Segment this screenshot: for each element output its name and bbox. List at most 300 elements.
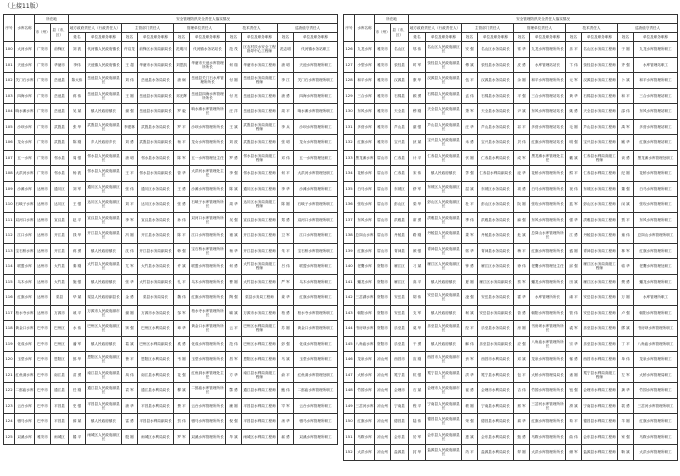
table-row [344, 212, 678, 228]
table-row [4, 135, 338, 151]
cell-mgmt-person: 危 斌 [514, 228, 530, 244]
cell-dept-person: 殷 刚 [122, 429, 138, 445]
cell-patrol-person: 吕 伟 [278, 259, 294, 275]
cell-dept-person: 柯 斌 [462, 305, 478, 321]
cell-patrol-post: 云台水库管理所职工 [294, 398, 338, 414]
cell-gov-person: 赵 平 [69, 212, 86, 228]
cell-gov-post: 镇人民政府镇长 [426, 305, 462, 321]
cell-dept-person: 袁 军 [122, 383, 138, 399]
cell-gov-post: 镇人民政府镇长 [426, 336, 462, 352]
header-county: 县（市、区） [391, 24, 409, 42]
cell-city: 资阳市 [375, 274, 391, 290]
cell-seq: 113 [4, 243, 15, 259]
cell-dept-post: 天全县水务局局长 [478, 104, 514, 120]
table-row [4, 336, 338, 352]
table-row [344, 367, 678, 383]
table-row [344, 197, 678, 213]
cell-mgmt-post: 大洪水库管理所所长 [530, 445, 566, 461]
cell-dept-person: 洪 华 [462, 367, 478, 383]
cell-patrol-person: 马 斌 [278, 352, 294, 368]
cell-mgmt-post: 化成水库管理所所长 [190, 336, 226, 352]
header-post: 单位及职务职称 [582, 33, 618, 42]
table-row [4, 383, 338, 399]
cell-dept-post: 仁寿县水利局副局长 [478, 166, 514, 182]
cell-tech-person: 滑 斌 [566, 398, 582, 414]
cell-gov-person: 李伟 [69, 57, 86, 73]
cell-dept-post: 丹棱县水务局局长 [478, 228, 514, 244]
cell-mgmt-post: 和平水库管理所所长 [530, 73, 566, 89]
table-row [344, 73, 678, 89]
cell-gov-post: 武胜县人民政府副县长 [86, 119, 122, 135]
cell-tech-person: 盛 刚 [566, 243, 582, 259]
cell-gov-person: 水 伟 [69, 321, 86, 337]
cell-city: 雅安市 [35, 429, 51, 445]
cell-dept-person: 刘 平 [122, 197, 138, 213]
right-table-body [344, 42, 678, 461]
cell-tech-person: 曲 伟 [566, 429, 582, 445]
cell-dept-person: 谢 刚 [122, 305, 138, 321]
cell-gov-post: 达川区人民政府副区长 [86, 197, 122, 213]
cell-mgmt-person: 许 斌 [174, 259, 190, 275]
cell-mgmt-person: 昝 勇 [514, 305, 530, 321]
header-dept: 主管部门责任人 [462, 24, 514, 33]
cell-reservoir-name: 三岔河水库 [355, 398, 375, 414]
cell-gov-post: 安岳县人民政府副县长 [426, 290, 462, 306]
cell-dept-post: 华蓥市水务局副局长 [138, 57, 174, 73]
cell-tech-post: 雨城区水利局工程师 [242, 429, 278, 445]
cell-county: 安岳县 [391, 290, 409, 306]
cell-city: 达州市 [35, 212, 51, 228]
cell-tech-person: 黄 华 [566, 88, 582, 104]
table-row [4, 290, 338, 306]
cell-county: 华蓥市 [51, 57, 69, 73]
cell-gov-post: 天全县人民政府副县长 [426, 104, 462, 120]
continuation-caption: （上接11版） [4, 3, 42, 10]
cell-mgmt-person: 花 强 [174, 367, 190, 383]
cell-tech-post: 德昌县水利局工程师 [582, 414, 618, 430]
table-row [4, 104, 338, 120]
cell-patrol-person: 鲍 伟 [278, 383, 294, 399]
cell-dept-person: 李 军 [122, 212, 138, 228]
cell-mgmt-post: 联盟水库管理所所长 [190, 259, 226, 275]
table-row [4, 166, 338, 182]
cell-mgmt-person: 邓 斌 [514, 352, 530, 368]
cell-tech-person: 明 强 [566, 135, 582, 151]
header-person: 姓名 [278, 33, 294, 42]
cell-gov-post: 邻水县人民政府副县长 [86, 166, 122, 182]
cell-tech-person: 李 强 [226, 166, 242, 182]
cell-dept-post: 盐源县水利局局长 [478, 445, 514, 461]
cell-tech-person: 何 勇 [226, 259, 242, 275]
cell-reservoir-name: 关门石水库 [15, 73, 35, 89]
cell-dept-post: 武胜县水务局副局长 [138, 135, 174, 151]
cell-patrol-person: 臧 华 [618, 135, 634, 151]
cell-seq: 124 [4, 414, 15, 430]
table-row [344, 88, 678, 104]
cell-seq: 143 [344, 305, 355, 321]
table-row [344, 119, 678, 135]
cell-mgmt-person: 柳 斌 [174, 383, 190, 399]
cell-seq: 117 [4, 305, 15, 321]
cell-patrol-post: 蟠龙水库管理所职工 [634, 274, 678, 290]
cell-dept-post: 达川区水务局局长 [138, 197, 174, 213]
cell-dept-person: 尤 军 [122, 259, 138, 275]
cell-mgmt-person: 章 华 [174, 321, 190, 337]
cell-dept-person: 郭 华 [462, 243, 478, 259]
cell-tech-post: 荥经县水务局工程师 [582, 57, 618, 73]
cell-tech-person: 罗 勇 [226, 150, 242, 166]
cell-county: 武胜县 [51, 135, 69, 151]
cell-tech-post: 通川区水务局工程师 [242, 181, 278, 197]
cell-seq: 127 [344, 57, 355, 73]
cell-tech-person: 云 平 [226, 321, 242, 337]
cell-mgmt-post: 华蓥市天池水库管理所所长 [190, 57, 226, 73]
cell-dept-post: 彭山区水务局局长 [478, 197, 514, 213]
cell-county: 通川区 [51, 181, 69, 197]
header-post: 单位及职务职称 [190, 33, 226, 42]
cell-dept-post: 西昌市水利局局长 [478, 352, 514, 368]
cell-gov-post: 万源市人民政府副市长 [86, 305, 122, 321]
header-post: 单位及职务职称 [634, 33, 678, 42]
cell-tech-person: 范 伟 [226, 336, 242, 352]
cell-patrol-post: 双河口水库管理所职工 [294, 212, 338, 228]
table-row [4, 150, 338, 166]
cell-city: 巴中市 [35, 336, 51, 352]
cell-tech-person: 熊 平 [566, 166, 582, 182]
cell-patrol-person: 姜 华 [278, 290, 294, 306]
header-location: 所在地 [35, 15, 69, 24]
cell-dept-person: 崔 勇 [462, 383, 478, 399]
cell-county: 天全县 [391, 104, 409, 120]
header-seq: 序号 [4, 15, 15, 42]
cell-tech-person: 陶 强 [226, 290, 242, 306]
cell-gov-person: 顾 勇 [409, 88, 426, 104]
cell-tech-person: 吴 强 [226, 212, 242, 228]
cell-seq: 145 [344, 336, 355, 352]
cell-dept-post: 德昌县水利局局长 [478, 414, 514, 430]
cell-city: 达州市 [35, 290, 51, 306]
cell-city: 雅安市 [375, 88, 391, 104]
cell-mgmt-post: 水库管理所所长 [530, 290, 566, 306]
cell-tech-post: 武胜县水务局高级工程师 [242, 119, 278, 135]
cell-patrol-person: 周 平 [278, 104, 294, 120]
cell-city: 达州市 [35, 305, 51, 321]
cell-city: 凉山州 [375, 429, 391, 445]
cell-dept-post: 武胜县水务局局长 [138, 119, 174, 135]
cell-dept-person: 嵇 刚 [462, 398, 478, 414]
cell-reservoir-name: 驷马水库 [15, 414, 35, 430]
cell-tech-person: 周 华 [226, 197, 242, 213]
cell-patrol-post: 乌木水库管理所职工 [294, 274, 338, 290]
cell-city: 雅安市 [375, 119, 391, 135]
cell-county: 前锋区 [51, 42, 69, 58]
table-row [344, 42, 678, 58]
cell-dept-post: 宣汉县水务局局长 [138, 212, 174, 228]
cell-patrol-person: 董 强 [618, 181, 634, 197]
cell-gov-post: 会东县人民政府副县长 [426, 429, 462, 445]
cell-mgmt-person: 项 勇 [514, 181, 530, 197]
cell-gov-person: 梁 华 [409, 197, 426, 213]
cell-mgmt-post: 大洪河水库管理处主任 [190, 166, 226, 182]
cell-gov-person: 史 强 [69, 398, 86, 414]
cell-county: 渠县 [51, 290, 69, 306]
cell-patrol-person: 贾 平 [618, 212, 634, 228]
cell-tech-post: 武胜县水务局工程师 [242, 135, 278, 151]
cell-tech-person: 蓝 军 [566, 197, 582, 213]
cell-tech-post: 大竹县水务局高级工程师 [242, 259, 278, 275]
cell-county: 开江县 [51, 243, 69, 259]
cell-gov-person: 陈 刚 [69, 135, 86, 151]
cell-gov-post: 天池镇人民政府镇长 [86, 57, 122, 73]
cell-mgmt-post: 花桥水库管理所所长 [530, 166, 566, 182]
cell-gov-post: 丹棱县人民政府副县长 [426, 228, 462, 244]
cell-patrol-person: 汤 华 [278, 414, 294, 430]
cell-mgmt-person: 罗 军 [174, 429, 190, 445]
cell-gov-post: 镇人民政府镇长 [86, 274, 122, 290]
header-safety: 安全管理防汛安全责任人落实情况 [409, 15, 678, 24]
cell-gov-post: 岳池县人民政府副县长 [86, 73, 122, 89]
cell-gov-post: 芦山县人民政府副县长 [426, 119, 462, 135]
cell-patrol-post: 玉堂水库管理所职工 [294, 352, 338, 368]
cell-gov-person: 时 军 [409, 57, 426, 73]
cell-mgmt-post: 三合水库管理站站长 [530, 88, 566, 104]
cell-city: 眉山市 [375, 150, 391, 166]
header-person: 姓名 [409, 33, 426, 42]
cell-tech-person: 裘 军 [566, 321, 582, 337]
cell-city: 广安市 [35, 42, 51, 58]
cell-tech-post: 会东县水利局工程师 [582, 429, 618, 445]
cell-tech-person: 宗 华 [566, 336, 582, 352]
cell-gov-post: 雨城区人民政府副区长 [86, 429, 122, 445]
cell-county: 冕宁县 [391, 367, 409, 383]
cell-reservoir-name: 龙女水库 [15, 135, 35, 151]
cell-tech-post: 雁江区水务局工程师 [582, 274, 618, 290]
cell-gov-post: 巴州区人民政府副区长 [86, 321, 122, 337]
cell-patrol-person: 邵 伟 [618, 104, 634, 120]
table-row [344, 445, 678, 461]
cell-dept-post: 南江县水利局局长 [138, 367, 174, 383]
table-row [344, 181, 678, 197]
cell-gov-post: 通江县人民政府副县长 [86, 383, 122, 399]
cell-reservoir-name: 化成水库 [15, 336, 35, 352]
cell-tech-post: 邻水县水务局工程师 [242, 166, 278, 182]
cell-tech-post: 岳池县水务局工程师 [242, 88, 278, 104]
cell-gov-post: 洪雅县人民政府副县长 [426, 212, 462, 228]
cell-reservoir-name: 九龙水库 [355, 42, 375, 58]
cell-gov-post: 镇人民政府镇长 [86, 243, 122, 259]
cell-dept-person: 冯 刚 [122, 228, 138, 244]
cell-gov-person: 陈大伟 [69, 73, 86, 89]
cell-gov-post: 邻水县人民政府副县长 [86, 150, 122, 166]
cell-dept-post: 平昌县水利局局长 [138, 398, 174, 414]
table-row [4, 57, 338, 73]
cell-dept-person: 李建林 [122, 119, 138, 135]
cell-gov-person: 蒋 勇 [69, 243, 86, 259]
cell-patrol-post: 水库管理所职工 [634, 290, 678, 306]
table-row [4, 88, 338, 104]
cell-gov-post: 德昌县人民政府副县长 [426, 414, 462, 430]
cell-tech-person: 祝 伟 [566, 181, 582, 197]
cell-county: 岳池县 [51, 104, 69, 120]
cell-patrol-post: 马鞍水库管理所职工 [634, 429, 678, 445]
cell-patrol-post: 关门石水库管理所职工 [294, 73, 338, 89]
cell-tech-person: 陈 斌 [226, 181, 242, 197]
cell-dept-person: 娄 军 [462, 228, 478, 244]
cell-patrol-post: 沙滩水库管理所职工 [294, 181, 338, 197]
cell-seq: 134 [344, 166, 355, 182]
header-name: 水库名称 [355, 15, 375, 42]
cell-dept-post: 洪雅县水务局局长 [478, 212, 514, 228]
cell-patrol-post: 石峡子水库管理所职工 [294, 197, 338, 213]
cell-mgmt-post: 代河镇水务站站长 [190, 42, 226, 58]
cell-gov-post: 乐至县人民政府副县长 [426, 321, 462, 337]
cell-patrol-post: 红旗水库管理所职工 [634, 243, 678, 259]
cell-dept-post: 岳池县水务局局长 [138, 73, 174, 89]
cell-gov-post: 开江县人民政府副县长 [86, 228, 122, 244]
table-row [4, 259, 338, 275]
cell-patrol-person: 邓 伟 [278, 150, 294, 166]
cell-reservoir-name: 沙滩水库 [15, 181, 35, 197]
cell-mgmt-post: 岳池县四海水库管理所所长 [190, 88, 226, 104]
cell-reservoir-name: 东风水库 [355, 212, 375, 228]
cell-mgmt-person: 徐 伟 [514, 259, 530, 275]
cell-gov-post: 大竹县人民政府副县长 [86, 259, 122, 275]
cell-patrol-person: 于 刚 [618, 42, 634, 58]
cell-seq: 104 [4, 104, 15, 120]
cell-dept-person: 茅 强 [462, 166, 478, 182]
cell-tech-person: 曹 刚 [226, 274, 242, 290]
cell-tech-person: 酆 勇 [226, 383, 242, 399]
cell-tech-post: 仁寿县水利局工程师 [582, 166, 618, 182]
cell-seq: 107 [4, 150, 15, 166]
cell-mgmt-person: 房 刚 [514, 321, 530, 337]
cell-reservoir-name: 乌木水库 [15, 274, 35, 290]
table-row [344, 259, 678, 275]
cell-gov-person: 宣 刚 [409, 352, 426, 368]
cell-seq: 119 [4, 336, 15, 352]
cell-gov-person: 程 平 [409, 398, 426, 414]
cell-mgmt-post: 红旗水库管理所所长 [530, 414, 566, 430]
cell-city: 资阳市 [375, 321, 391, 337]
cell-tech-post: 大竹县水务局工程师 [242, 274, 278, 290]
cell-tech-post: 巴州区水利局工程师 [242, 336, 278, 352]
cell-dept-person: 贲 军 [462, 352, 478, 368]
cell-patrol-post: 书房坝水库管理所职工 [634, 321, 678, 337]
cell-dept-post: 通江县水利局局长 [138, 383, 174, 399]
cell-dept-post: 邻水县水务局副局长 [138, 166, 174, 182]
header-seq: 序号 [344, 15, 355, 42]
cell-gov-person: 钱 华 [69, 228, 86, 244]
cell-reservoir-name: 响水滩水库 [15, 104, 35, 120]
cell-seq: 139 [344, 243, 355, 259]
cell-dept-person: 荣 强 [462, 414, 478, 430]
cell-county: 雨城区 [51, 429, 69, 445]
cell-county: 南江县 [51, 367, 69, 383]
cell-seq: 128 [344, 73, 355, 89]
cell-mgmt-post: 多营水库管理站站长 [530, 119, 566, 135]
cell-tech-post: 岳池县水务局高级工程师 [242, 73, 278, 89]
cell-county: 乐至县 [391, 336, 409, 352]
cell-patrol-post: 大桥水库管理局职工 [634, 367, 678, 383]
cell-reservoir-name: 江口水库 [15, 228, 35, 244]
cell-gov-post: 镇人民政府镇长 [86, 414, 122, 430]
cell-mgmt-person: 邹 军 [174, 305, 190, 321]
cell-gov-person: 於 军 [409, 429, 426, 445]
cell-gov-post: 镇人民政府镇长 [426, 274, 462, 290]
table-row [344, 243, 678, 259]
cell-gov-person: 杨 波 [69, 166, 86, 182]
header-mgmt: 管理单位责任人 [174, 24, 226, 33]
cell-patrol-post: 多营水库管理站职工 [634, 119, 678, 135]
cell-dept-person: 米 勇 [462, 135, 478, 151]
cell-patrol-post: 五一水库管理处职工 [294, 150, 338, 166]
cell-dept-person: 屈 斌 [462, 181, 478, 197]
cell-gov-post: 东坡区人民政府副区长 [426, 181, 462, 197]
cell-reservoir-name: 红鱼洞水库 [15, 367, 35, 383]
cell-city: 巴中市 [35, 367, 51, 383]
cell-county: 盐源县 [391, 445, 409, 461]
cell-dept-post: 乐至县水务局副局长 [478, 336, 514, 352]
cell-seq: 120 [4, 352, 15, 368]
cell-dept-post: 雁江区水务局局长 [478, 259, 514, 275]
cell-patrol-post: 宝石桥水库管理所职工 [294, 243, 338, 259]
header-post: 单位及职务职称 [478, 33, 514, 42]
cell-tech-person: 付 亮 [226, 88, 242, 104]
cell-city: 广安市 [35, 73, 51, 89]
cell-gov-post: 盐源县人民政府副县长 [426, 445, 462, 461]
cell-patrol-person: 李 江 [278, 73, 294, 89]
cell-patrol-person: 卢 强 [618, 305, 634, 321]
header-person: 姓名 [226, 33, 242, 42]
cell-seq: 146 [344, 352, 355, 368]
cell-city: 雅安市 [375, 73, 391, 89]
cell-tech-post: 名山区水务局工程师 [582, 42, 618, 58]
cell-dept-post: 仁寿县水利局局长 [478, 150, 514, 166]
cell-tech-post: 宝兴县水务局工程师 [582, 135, 618, 151]
cell-dept-person: 鲁 平 [122, 352, 138, 368]
table-row [4, 352, 338, 368]
table-row [344, 290, 678, 306]
cell-gov-post: 仁寿县人民政府副县长 [426, 150, 462, 166]
right-table-header [344, 15, 678, 42]
cell-seq: 125 [4, 429, 15, 445]
cell-seq: 142 [344, 290, 355, 306]
cell-city: 广安市 [35, 150, 51, 166]
cell-mgmt-post: 蟠龙水库管理所所长 [530, 274, 566, 290]
cell-gov-person: 支 军 [409, 305, 426, 321]
cell-gov-person: 薛 斌 [69, 414, 86, 430]
cell-patrol-person: 郑 勇 [278, 212, 294, 228]
cell-tech-person: 乐 平 [566, 42, 582, 58]
cell-patrol-post: 黑龙滩水库管理处职工 [634, 150, 678, 166]
table-row [344, 336, 678, 352]
cell-tech-post: 安岳县水务局工程师 [582, 305, 618, 321]
cell-city: 达州市 [35, 259, 51, 275]
cell-dept-post: 巴州区水利局局长 [138, 321, 174, 337]
table-row [344, 104, 678, 120]
cell-gov-person: 湛 强 [409, 119, 426, 135]
cell-dept-post: 平昌县水利局副局长 [138, 414, 174, 430]
cell-mgmt-person: 皮 勇 [514, 57, 530, 73]
cell-dept-person: 雷 勇 [122, 414, 138, 430]
table-row [4, 305, 338, 321]
cell-patrol-post: 张坎水库管理所职工 [634, 197, 678, 213]
cell-county: 洪雅县 [391, 212, 409, 228]
cell-reservoir-name: 老鹰水库 [355, 259, 375, 275]
cell-mgmt-post: 云台水库管理所所长 [190, 398, 226, 414]
cell-mgmt-post: 双溪水库管理所所长 [190, 429, 226, 445]
cell-tech-post: 芦山县水务局工程师 [582, 119, 618, 135]
